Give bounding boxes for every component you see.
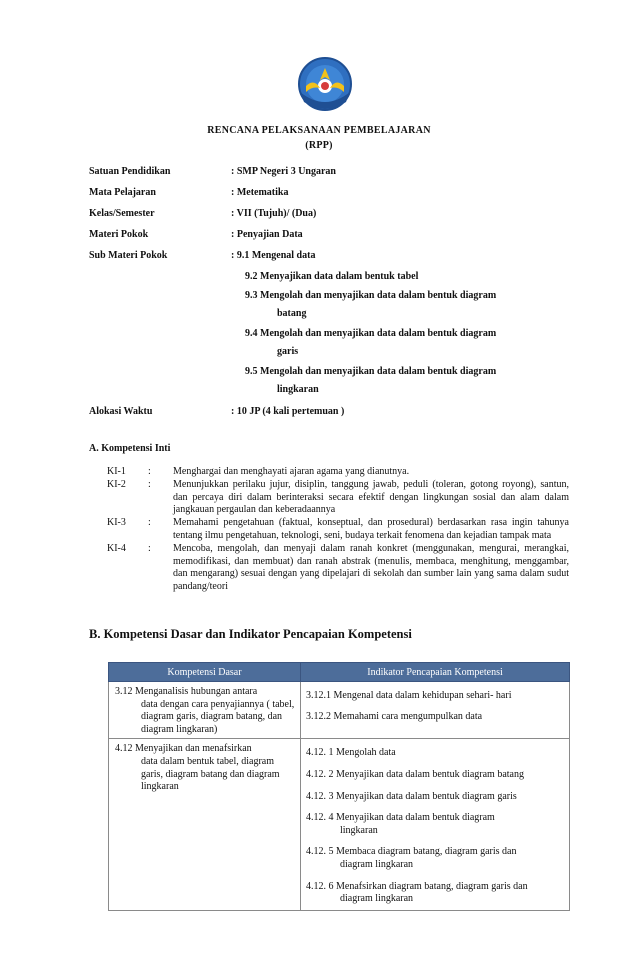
table-row [109,739,570,910]
sub-materi-item [245,328,496,357]
table-header-row [109,663,570,682]
identity-value: : SMP Negeri 3 Ungaran [231,166,336,177]
sub-materi-line: 9.2 Menyajikan data dalam bentuk tabel [245,271,419,282]
indicator-cell [301,682,570,739]
indicator-text: 3.12.2 Memahami cara mengumpulkan data [306,710,483,722]
kd-first-line: 4.12 Menyajikan dan menafsirkan [115,743,252,755]
identity-value: : Penyajian Data [231,229,303,240]
kd-indicator-table [108,662,570,911]
identity-label: Kelas/Semester [89,208,155,219]
indicator-item [306,690,565,703]
sub-materi-item [245,271,418,282]
indicator-wrap: lingkaran [340,824,378,836]
identity-label: Satuan Pendidikan [89,166,171,177]
identity-label: Materi Pokok [89,229,149,240]
ki-item [107,517,569,543]
indicator-cell [301,739,570,910]
section-a-heading: A. Kompetensi Inti [89,443,171,454]
ki-code: KI-2 [107,478,126,490]
document-title: RENCANA PELAKSANAAN PEMBELAJARAN [207,125,431,136]
identity-value: : 10 JP (4 kali pertemuan ) [231,406,345,417]
sub-materi-item [245,290,496,319]
sub-materi-line: 9.5 Mengolah dan menyajikan data dalam bentuk diagram [245,366,497,377]
ki-code: KI-4 [107,542,126,554]
indicator-item [306,812,565,837]
identity-value: : 9.1 Mengenal data [231,250,316,261]
indicator-text: 4.12. 3 Menyajikan data dalam bentuk diagram garis [306,790,517,802]
indicator-text: 4.12. 1 Mengolah data [306,747,396,759]
indicator-text: 4.12. 2 Menyajikan data dalam bentuk diagram batang [306,768,524,780]
kd-cell [109,739,301,910]
ki-item [107,543,569,594]
indicator-text: 4.12. 5 Membaca diagram batang, diagram garis dan [306,846,517,858]
sub-materi-item [245,366,496,395]
indicator-text: 4.12. 4 Menyajikan data dalam bentuk diagram [306,812,495,824]
indicator-item [306,747,565,760]
ki-item [107,479,569,517]
sub-materi-line: 9.3 Mengolah dan menyajikan data dalam bentuk diagram [245,290,497,301]
sub-materi-line: 9.4 Mengolah dan menyajikan data dalam bentuk diagram [245,328,497,339]
indicator-item [306,881,565,906]
sub-materi-cont: lingkaran [277,384,319,395]
ki-colon: : [148,478,151,490]
indicator-item [306,846,565,871]
indicator-wrap: diagram lingkaran [340,893,414,905]
ki-text: Memahami pengetahuan (faktual, konseptual, dan prosedural) berdasarkan rasa ingin tahunya tentang ilmu pengetahuan, teknologi, seni, budaya terkait fenomena dan kejadian tampak mata [173,517,569,541]
ki-text: Mencoba, mengolah, dan menyaji dalam ranah konkret (menggunakan, mengurai, merangkai, memodifikasi, dan membuat) dan ranah abstrak (menulis, membaca, menghitung, menggambar, dan mengarang) sesuai dengan yang dipelajari di sekolah dan sumber lain yang sama dalam sudut pandang/teori [173,542,569,593]
indicator-text: 3.12.1 Mengenal data dalam kehidupan sehari- hari [306,690,512,701]
section-b-heading: B. Kompetensi Dasar dan Indikator Pencapaian Kompetensi [89,627,412,641]
indicator-item [306,711,565,724]
identity-value: : Metematika [231,187,289,198]
kompetensi-inti-list [107,466,569,594]
table-header-cell: Indikator Pencapaian Kompetensi [301,663,570,682]
indicator-item [306,791,565,804]
tut-wuri-handayani-logo [290,52,360,122]
indicator-text: 4.12. 6 Menafsirkan diagram batang, diagram garis dan [306,880,528,892]
identity-value: : VII (Tujuh)/ (Dua) [231,208,317,219]
indicator-item [306,769,565,782]
identity-label: Sub Materi Pokok [89,250,168,261]
identity-label: Mata Pelajaran [89,187,156,198]
sub-materi-cont: garis [277,346,299,357]
document-subtitle: (RPP) [305,140,333,151]
kd-rest: data dengan cara penyajiannya ( tabel, diagram garis, diagram batang, dan diagram lingkaran) [141,698,295,735]
ki-text: Menunjukkan perilaku jujur, disiplin, tanggung jawab, peduli (toleran, gotong royong), santun, dan percaya diri dalam berinteraksi secara efektif dengan lingkungan sosial dan alam dalam jangkauan pergaulan dan keberadaannya [173,478,569,516]
ki-colon: : [148,542,151,554]
ki-colon: : [148,517,151,529]
ki-code: KI-3 [107,517,126,529]
kd-first-line: 3.12 Menganalisis hubungan antara [115,686,258,697]
indicator-wrap: diagram lingkaran [340,858,414,870]
table-header-cell: Kompetensi Dasar [109,663,301,682]
ki-item [107,466,569,479]
table-row [109,682,570,739]
ki-text: Menghargai dan menghayati ajaran agama yang dianutnya. [173,466,410,477]
kd-rest: data dalam bentuk tabel, diagram garis, diagram batang dan diagram lingkaran [141,755,280,793]
identity-label: Alokasi Waktu [89,406,153,417]
ki-code: KI-1 [107,466,126,477]
sub-materi-cont: batang [277,308,307,319]
ki-colon: : [148,466,151,477]
kd-cell [109,682,301,739]
